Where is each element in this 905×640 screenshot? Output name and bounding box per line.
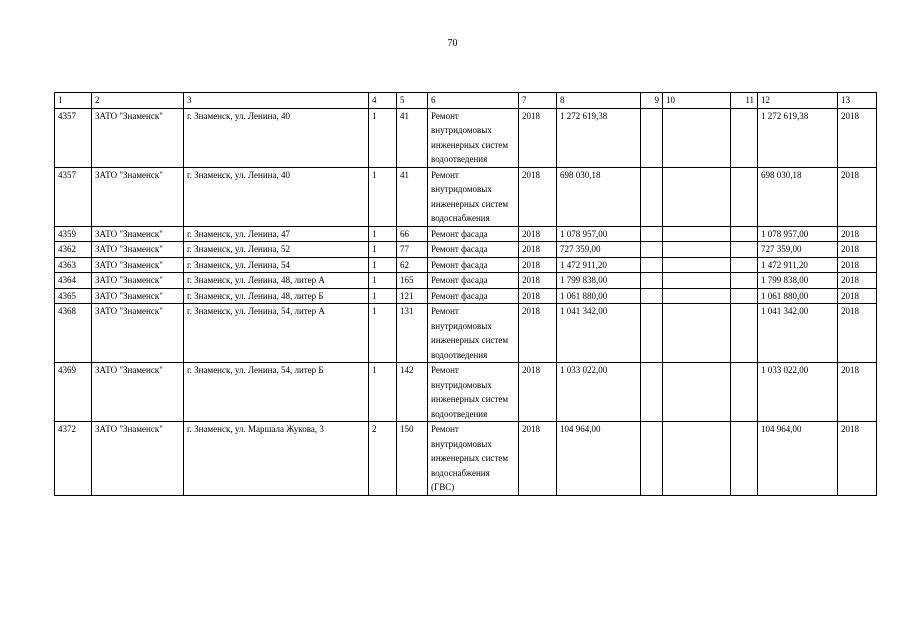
work-type-cell: Ремонт внутридомовых инженерных систем водоснабжения bbox=[428, 167, 519, 226]
table-row bbox=[55, 242, 877, 258]
municipality-cell: ЗАТО "Знаменск" bbox=[92, 304, 184, 363]
address-cell: г. Знаменск, ул. Ленина, 48, литер Б bbox=[184, 288, 369, 304]
municipality-cell: ЗАТО "Знаменск" bbox=[92, 242, 184, 258]
column-number: 12 bbox=[758, 93, 838, 109]
cell-col-11 bbox=[731, 363, 758, 422]
completion-year-cell: 2018 bbox=[838, 363, 877, 422]
work-type-cell: Ремонт внутридомовых инженерных систем водоотведения bbox=[428, 304, 519, 363]
cell-col-11 bbox=[731, 108, 758, 167]
year-cell: 2018 bbox=[519, 226, 557, 242]
cell-col-10 bbox=[663, 242, 731, 258]
work-type-cell: Ремонт внутридомовых инженерных систем водоотведения bbox=[428, 363, 519, 422]
address-cell: г. Знаменск, ул. Ленина, 48, литер А bbox=[184, 273, 369, 289]
table-row bbox=[55, 226, 877, 242]
cost-cell: 104 964,00 bbox=[557, 422, 641, 496]
cell-col-4: 2 bbox=[369, 422, 397, 496]
year-cell: 2018 bbox=[519, 257, 557, 273]
cell-col-9 bbox=[641, 108, 663, 167]
year-cell: 2018 bbox=[519, 273, 557, 289]
column-number-row bbox=[55, 93, 877, 109]
cell-col-10 bbox=[663, 422, 731, 496]
table-row bbox=[55, 288, 877, 304]
municipality-cell: ЗАТО "Знаменск" bbox=[92, 226, 184, 242]
completion-year-cell: 2018 bbox=[838, 108, 877, 167]
cell-col-4: 1 bbox=[369, 288, 397, 304]
work-type-cell: Ремонт фасада bbox=[428, 273, 519, 289]
address-cell: г. Знаменск, ул. Ленина, 54, литер А bbox=[184, 304, 369, 363]
work-type-cell: Ремонт фасада bbox=[428, 257, 519, 273]
total-cost-cell: 1 033 022,00 bbox=[758, 363, 838, 422]
cell-col-11 bbox=[731, 288, 758, 304]
cell-col-4: 1 bbox=[369, 273, 397, 289]
work-type-cell: Ремонт фасада bbox=[428, 242, 519, 258]
completion-year-cell: 2018 bbox=[838, 288, 877, 304]
total-cost-cell: 1 078 957,00 bbox=[758, 226, 838, 242]
row-number-cell: 4359 bbox=[55, 226, 92, 242]
column-number: 9 bbox=[641, 93, 663, 109]
year-cell: 2018 bbox=[519, 422, 557, 496]
total-cost-cell: 1 472 911,20 bbox=[758, 257, 838, 273]
cost-cell: 727 359,00 bbox=[557, 242, 641, 258]
cell-col-9 bbox=[641, 226, 663, 242]
column-number: 13 bbox=[838, 93, 877, 109]
completion-year-cell: 2018 bbox=[838, 304, 877, 363]
cell-col-5: 41 bbox=[397, 108, 428, 167]
cell-col-11 bbox=[731, 422, 758, 496]
cell-col-11 bbox=[731, 304, 758, 363]
year-cell: 2018 bbox=[519, 108, 557, 167]
row-number-cell: 4363 bbox=[55, 257, 92, 273]
address-cell: г. Знаменск, ул. Ленина, 52 bbox=[184, 242, 369, 258]
row-number-cell: 4357 bbox=[55, 167, 92, 226]
cell-col-11 bbox=[731, 242, 758, 258]
cost-cell: 1 472 911,20 bbox=[557, 257, 641, 273]
cell-col-5: 62 bbox=[397, 257, 428, 273]
table-row bbox=[55, 363, 877, 422]
row-number-cell: 4357 bbox=[55, 108, 92, 167]
total-cost-cell: 1 061 880,00 bbox=[758, 288, 838, 304]
cell-col-4: 1 bbox=[369, 363, 397, 422]
cell-col-10 bbox=[663, 304, 731, 363]
work-type-cell: Ремонт внутридомовых инженерных систем водоотведения bbox=[428, 108, 519, 167]
cell-col-10 bbox=[663, 108, 731, 167]
cell-col-10 bbox=[663, 257, 731, 273]
municipality-cell: ЗАТО "Знаменск" bbox=[92, 273, 184, 289]
cost-cell: 1 272 619,38 bbox=[557, 108, 641, 167]
municipality-cell: ЗАТО "Знаменск" bbox=[92, 422, 184, 496]
cell-col-9 bbox=[641, 273, 663, 289]
completion-year-cell: 2018 bbox=[838, 422, 877, 496]
cell-col-5: 142 bbox=[397, 363, 428, 422]
column-number: 1 bbox=[55, 93, 92, 109]
cell-col-11 bbox=[731, 226, 758, 242]
cost-cell: 1 078 957,00 bbox=[557, 226, 641, 242]
row-number-cell: 4365 bbox=[55, 288, 92, 304]
address-cell: г. Знаменск, ул. Ленина, 40 bbox=[184, 167, 369, 226]
cell-col-10 bbox=[663, 273, 731, 289]
cell-col-9 bbox=[641, 363, 663, 422]
cell-col-4: 1 bbox=[369, 304, 397, 363]
address-cell: г. Знаменск, ул. Ленина, 54 bbox=[184, 257, 369, 273]
repair-program-table bbox=[54, 92, 877, 496]
cell-col-5: 131 bbox=[397, 304, 428, 363]
cost-cell: 1 033 022,00 bbox=[557, 363, 641, 422]
row-number-cell: 4369 bbox=[55, 363, 92, 422]
cost-cell: 1 799 838,00 bbox=[557, 273, 641, 289]
work-type-cell: Ремонт фасада bbox=[428, 226, 519, 242]
year-cell: 2018 bbox=[519, 304, 557, 363]
municipality-cell: ЗАТО "Знаменск" bbox=[92, 167, 184, 226]
cell-col-10 bbox=[663, 288, 731, 304]
table-row bbox=[55, 108, 877, 167]
cell-col-4: 1 bbox=[369, 242, 397, 258]
municipality-cell: ЗАТО "Знаменск" bbox=[92, 257, 184, 273]
cell-col-11 bbox=[731, 167, 758, 226]
column-number: 4 bbox=[369, 93, 397, 109]
column-number: 11 bbox=[731, 93, 758, 109]
cost-cell: 1 061 880,00 bbox=[557, 288, 641, 304]
address-cell: г. Знаменск, ул. Ленина, 54, литер Б bbox=[184, 363, 369, 422]
cost-cell: 698 030,18 bbox=[557, 167, 641, 226]
table-row bbox=[55, 257, 877, 273]
municipality-cell: ЗАТО "Знаменск" bbox=[92, 288, 184, 304]
cell-col-4: 1 bbox=[369, 257, 397, 273]
completion-year-cell: 2018 bbox=[838, 226, 877, 242]
municipality-cell: ЗАТО "Знаменск" bbox=[92, 108, 184, 167]
cell-col-9 bbox=[641, 304, 663, 363]
row-number-cell: 4372 bbox=[55, 422, 92, 496]
cell-col-9 bbox=[641, 257, 663, 273]
column-number: 7 bbox=[519, 93, 557, 109]
cell-col-5: 150 bbox=[397, 422, 428, 496]
cell-col-9 bbox=[641, 422, 663, 496]
year-cell: 2018 bbox=[519, 363, 557, 422]
total-cost-cell: 1 799 838,00 bbox=[758, 273, 838, 289]
column-number: 6 bbox=[428, 93, 519, 109]
table-row bbox=[55, 167, 877, 226]
table-row bbox=[55, 273, 877, 289]
cell-col-9 bbox=[641, 242, 663, 258]
column-number: 8 bbox=[557, 93, 641, 109]
page-number: 70 bbox=[447, 38, 458, 49]
year-cell: 2018 bbox=[519, 242, 557, 258]
total-cost-cell: 698 030,18 bbox=[758, 167, 838, 226]
row-number-cell: 4364 bbox=[55, 273, 92, 289]
column-number: 3 bbox=[184, 93, 369, 109]
cell-col-4: 1 bbox=[369, 108, 397, 167]
total-cost-cell: 1 272 619,38 bbox=[758, 108, 838, 167]
cell-col-5: 77 bbox=[397, 242, 428, 258]
total-cost-cell: 727 359,00 bbox=[758, 242, 838, 258]
table-row bbox=[55, 422, 877, 496]
completion-year-cell: 2018 bbox=[838, 242, 877, 258]
cell-col-4: 1 bbox=[369, 226, 397, 242]
cell-col-10 bbox=[663, 363, 731, 422]
column-number: 2 bbox=[92, 93, 184, 109]
year-cell: 2018 bbox=[519, 167, 557, 226]
municipality-cell: ЗАТО "Знаменск" bbox=[92, 363, 184, 422]
cell-col-5: 165 bbox=[397, 273, 428, 289]
completion-year-cell: 2018 bbox=[838, 167, 877, 226]
completion-year-cell: 2018 bbox=[838, 273, 877, 289]
cell-col-10 bbox=[663, 226, 731, 242]
cell-col-5: 41 bbox=[397, 167, 428, 226]
cell-col-5: 121 bbox=[397, 288, 428, 304]
column-number: 5 bbox=[397, 93, 428, 109]
address-cell: г. Знаменск, ул. Ленина, 40 bbox=[184, 108, 369, 167]
cell-col-10 bbox=[663, 167, 731, 226]
row-number-cell: 4368 bbox=[55, 304, 92, 363]
total-cost-cell: 1 041 342,00 bbox=[758, 304, 838, 363]
table-row bbox=[55, 304, 877, 363]
cell-col-9 bbox=[641, 167, 663, 226]
cell-col-4: 1 bbox=[369, 167, 397, 226]
cell-col-11 bbox=[731, 257, 758, 273]
completion-year-cell: 2018 bbox=[838, 257, 877, 273]
row-number-cell: 4362 bbox=[55, 242, 92, 258]
total-cost-cell: 104 964,00 bbox=[758, 422, 838, 496]
work-type-cell: Ремонт внутридомовых инженерных систем водоснабжения (ГВС) bbox=[428, 422, 519, 496]
address-cell: г. Знаменск, ул. Ленина, 47 bbox=[184, 226, 369, 242]
address-cell: г. Знаменск, ул. Маршала Жукова, 3 bbox=[184, 422, 369, 496]
cell-col-9 bbox=[641, 288, 663, 304]
cost-cell: 1 041 342,00 bbox=[557, 304, 641, 363]
work-type-cell: Ремонт фасада bbox=[428, 288, 519, 304]
cell-col-5: 66 bbox=[397, 226, 428, 242]
cell-col-11 bbox=[731, 273, 758, 289]
column-number: 10 bbox=[663, 93, 731, 109]
year-cell: 2018 bbox=[519, 288, 557, 304]
